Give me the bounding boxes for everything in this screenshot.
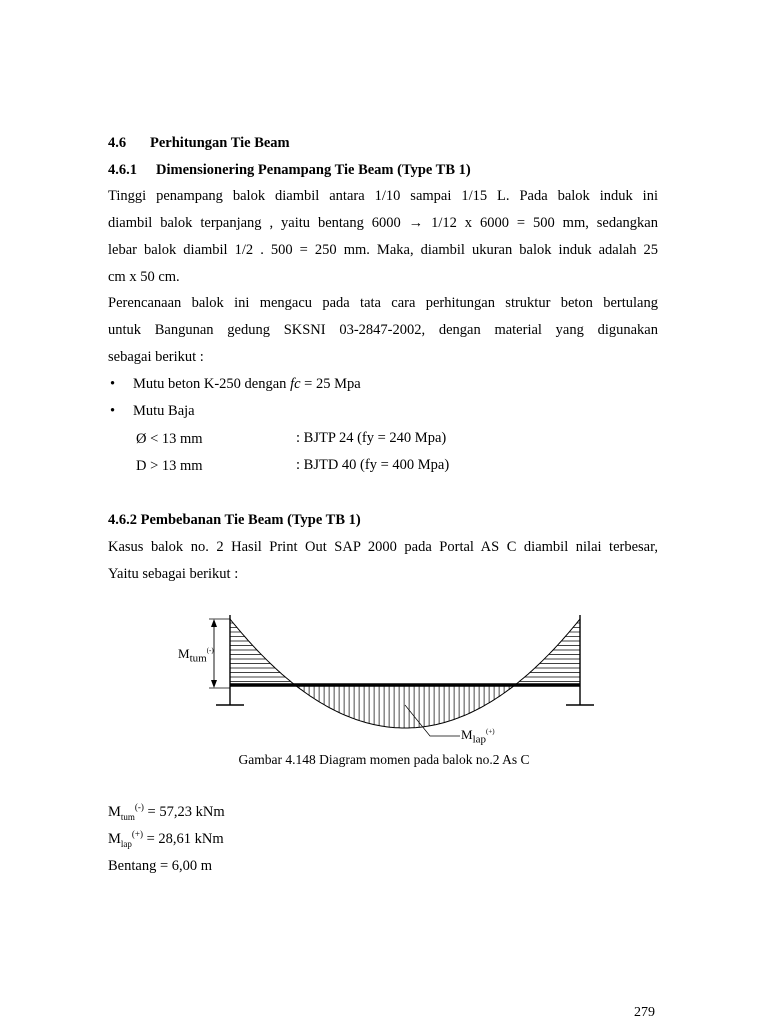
paragraph-line: lebar balok diambil 1/2 . 500 = 250 mm. Maka, diambil ukuran balok induk adalah 25	[108, 242, 658, 258]
result-span-main: Bentang	[108, 858, 157, 874]
hatch-negative-right	[519, 623, 580, 682]
bullet-steel: Mutu Baja	[133, 403, 195, 419]
paragraph-line: Kasus balok no. 2 Hasil Print Out SAP 2000 pada Portal AS C diambil nilai terbesar,	[108, 539, 658, 555]
subsection-title-2: Pembebanan Tie Beam (Type TB 1)	[140, 512, 361, 528]
result-mtum-sup: (-)	[134, 802, 144, 813]
bullet-icon: •	[110, 403, 116, 419]
bullet-concrete-var: fc	[290, 376, 301, 392]
bullet-icon: •	[110, 376, 116, 392]
bullet-concrete	[133, 376, 361, 393]
mtum-arrow-top	[211, 619, 217, 627]
steel-cond-2: D > 13 mm	[136, 458, 203, 474]
subsection-number-1: 4.6.1	[108, 162, 137, 178]
mtum-arrow-bottom	[211, 680, 217, 688]
section-heading	[108, 134, 290, 152]
result-mtum-value: = 57,23 kNm	[143, 804, 225, 820]
mlap-label	[461, 727, 495, 746]
paragraph-line: untuk Bangunan gedung SKSNI 03-2847-2002, dengan material yang digunakan	[108, 322, 658, 338]
result-mlap	[108, 830, 224, 848]
subsection-heading-1	[108, 161, 471, 179]
paragraph-line: sebagai berikut :	[108, 349, 204, 365]
steel-spec-1: : BJTP 24 (fy = 240 Mpa)	[296, 430, 447, 446]
figure-caption: Gambar 4.148 Diagram momen pada balok no.2 As C	[238, 752, 530, 767]
result-mlap-sub: lap	[120, 838, 132, 849]
result-mlap-value: = 28,61 kNm	[142, 831, 224, 847]
moment-curve	[230, 619, 580, 728]
result-mtum-main: M	[108, 804, 121, 820]
paragraph-line: Tinggi penampang balok diambil antara 1/10 sampai 1/15 L. Pada balok induk ini	[108, 188, 658, 204]
steel-cond-1: Ø < 13 mm	[136, 431, 203, 447]
result-mlap-sup: (+)	[131, 829, 143, 840]
mtum-label-sup: (-)	[206, 646, 214, 655]
mlap-label-main: M	[461, 727, 473, 742]
section-title: Perhitungan Tie Beam	[150, 135, 290, 151]
paragraph-line: diambil balok terpanjang , yaitu bentang 6000 → 1/12 x 6000 = 500 mm, sedangkan	[108, 215, 658, 231]
result-mlap-main: M	[108, 831, 121, 847]
bullet-concrete-text: Mutu beton K-250 dengan	[133, 376, 291, 392]
moment-diagram	[0, 600, 768, 750]
result-span-value: = 6,00 m	[156, 858, 213, 874]
mlap-label-sup: (+)	[486, 727, 495, 736]
paragraph-line: Yaitu sebagai berikut :	[108, 566, 239, 582]
mlap-label-sub: lap	[472, 733, 487, 746]
mtum-label	[178, 646, 214, 665]
paragraph-line: cm x 50 cm.	[108, 269, 180, 285]
hatch-negative-left	[230, 623, 291, 682]
page-number: 279	[634, 1005, 655, 1020]
mtum-label-main: M	[178, 646, 190, 661]
section-number: 4.6	[108, 135, 127, 151]
result-mtum	[108, 803, 225, 821]
result-span	[108, 857, 212, 875]
subsection-heading-2	[108, 511, 361, 529]
steel-spec-2: : BJTD 40 (fy = 400 Mpa)	[296, 457, 450, 473]
subsection-number-2: 4.6.2	[108, 512, 137, 528]
subsection-title-1: Dimensionering Penampang Tie Beam (Type TB 1)	[156, 162, 471, 178]
mtum-label-sub: tum	[189, 652, 207, 665]
result-mtum-sub: tum	[120, 811, 135, 822]
bullet-concrete-value: = 25 Mpa	[300, 376, 361, 392]
paragraph-line: Perencanaan balok ini mengacu pada tata cara perhitungan struktur beton bertulang	[108, 295, 658, 311]
